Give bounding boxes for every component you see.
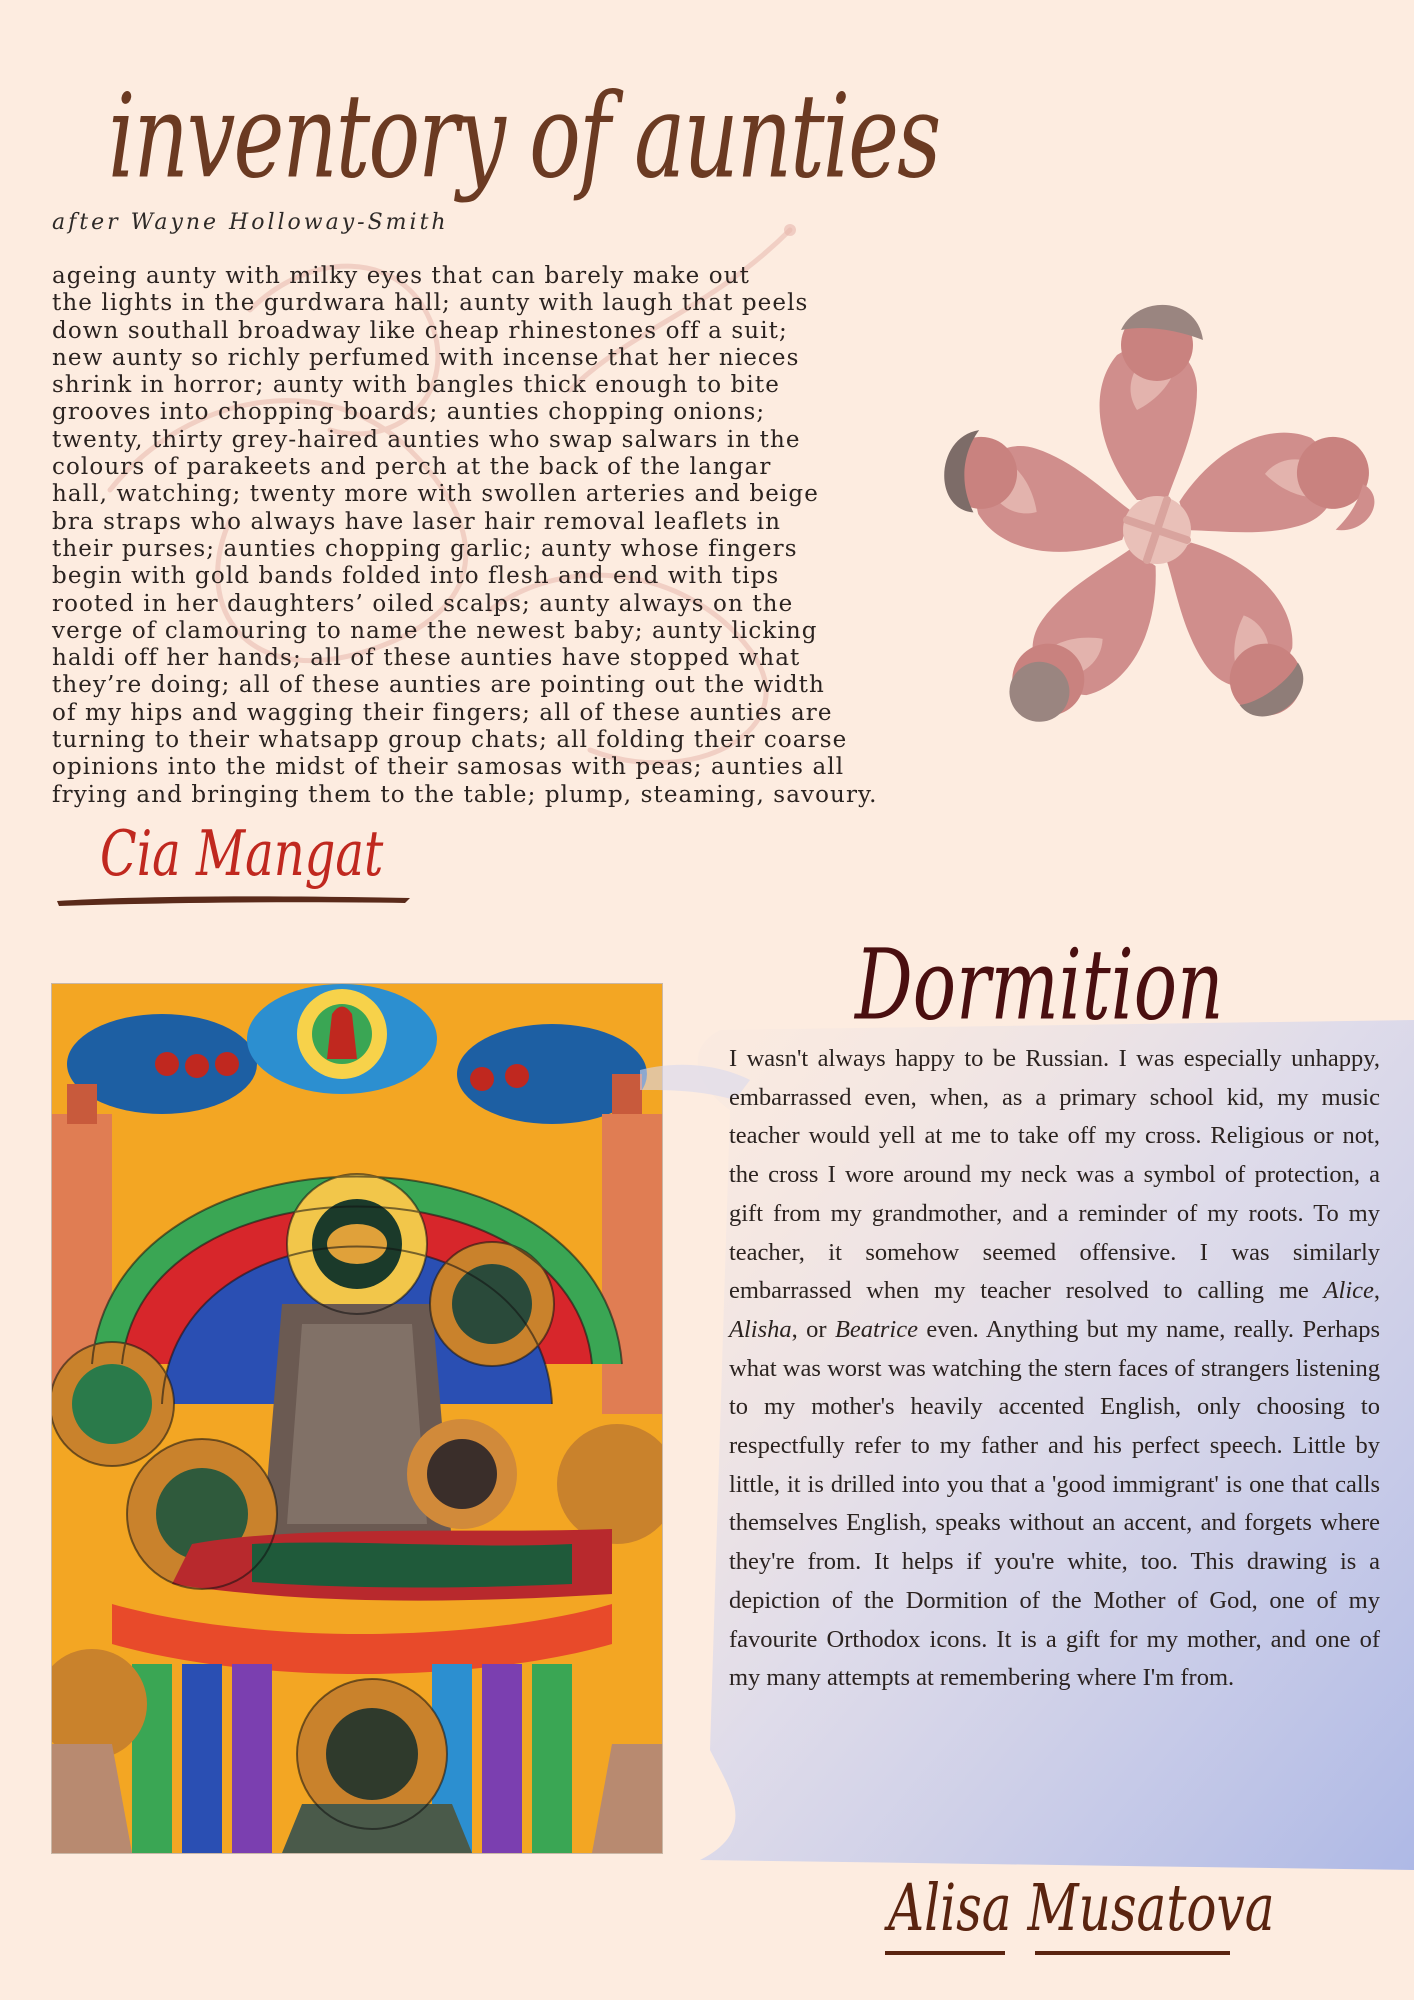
poem-line: colours of parakeets and perch at the back of the langar [52, 454, 772, 481]
poem-line: bra straps who always have laser hair removal leaflets in [52, 508, 782, 535]
poem-line: turning to their whatsapp group chats; all folding their coarse [52, 727, 848, 754]
essay-title: Dormition [855, 928, 1224, 1042]
poem-line: new aunty so richly perfumed with incense that her nieces [52, 344, 800, 371]
essay-name: Beatrice [834, 1315, 918, 1343]
poem-line: opinions into the midst of their samosas with peas; aunties all [52, 754, 845, 781]
poem-line: they’re doing; all of these aunties are pointing out the width [52, 672, 825, 699]
poem-line: of my hips and wagging their fingers; all of these aunties are [52, 699, 833, 726]
poem-line: twenty, thirty grey-haired aunties who swap salwars in the [52, 426, 801, 453]
poem-line: their purses; aunties chopping garlic; aunty whose fingers [52, 535, 798, 562]
author-underline [885, 1948, 1235, 1958]
brush-underline [55, 892, 415, 908]
essay-separator: , [1373, 1277, 1380, 1305]
poem-line: the lights in the gurdwara hall; aunty with laugh that peels [52, 290, 809, 317]
dormition-artwork [51, 983, 663, 1854]
essay-body [729, 1040, 1380, 1698]
poem-title: inventory of aunties [108, 70, 940, 205]
essay-name: Alisha [729, 1315, 792, 1343]
poem-dedication: after Wayne Holloway-Smith [52, 210, 449, 235]
poem-line: haldi off her hands; all of these aunties have stopped what [52, 645, 801, 672]
essay-separator: , or [791, 1315, 827, 1343]
poem-line: verge of clamouring to name the newest baby; aunty licking [52, 617, 818, 644]
poem-line: frying and bringing them to the table; plump, steaming, savoury. [52, 781, 878, 808]
poem-line: shrink in horror; aunty with bangles thick enough to bite [52, 372, 780, 399]
poem-line: hall, watching; twenty more with swollen arteries and beige [52, 481, 819, 508]
poem-line: grooves into chopping boards; aunties chopping onions; [52, 399, 766, 426]
poem-line: down southall broadway like cheap rhinestones off a suit; [52, 317, 788, 344]
essay-name: Alice [1323, 1277, 1374, 1305]
poem-body [52, 263, 1012, 809]
poem-line: rooted in her daughters’ oiled scalps; aunty always on the [52, 590, 794, 617]
essay-paragraph-part: I wasn't always happy to be Russian. I was especially unhappy, embarrassed even, when, as a primary school kid, my music teacher would yell at me to take off my cross. Religious or not, the cross I wore around my neck was a symbol of protection, a gift from my grandmother, and a reminder of my roots. To my teacher, it somehow seemed offensive. I was similarly embarrassed when my teacher resolved to calling me [729, 1045, 1380, 1305]
poem-line: begin with gold bands folded into flesh and end with tips [52, 563, 780, 590]
aunties-circle-illustration [920, 300, 1395, 760]
poem-author-signature: Cia Mangat [100, 818, 384, 891]
poem-line: ageing aunty with milky eyes that can barely make out [52, 263, 750, 289]
essay-author-signature: Alisa Musatova [888, 1870, 1275, 1946]
essay-paragraph-part: even. Anything but my name, really. Perhaps what was worst was watching the stern faces of strangers listening to my mother's heavily accented English, only choosing to respectfully refer to my father and his perfect speech. Little by little, it is drilled into you that a 'good immigrant' is one that calls themselves English, speaks without an accent, and forgets where they're from. It helps if you're white, too. This drawing is a depiction of the Dormition of the Mother of God, one of my favourite Orthodox icons. It is a gift for my mother, and one of my many attempts at remembering where I'm from. [729, 1315, 1381, 1692]
